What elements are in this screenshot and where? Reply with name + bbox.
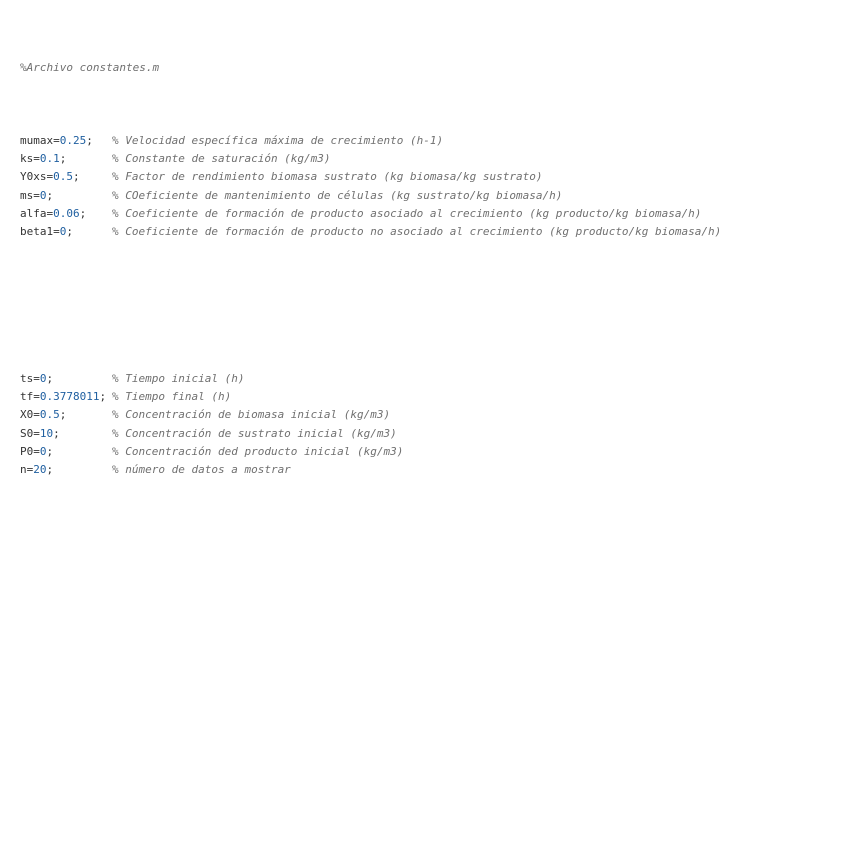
assignment-statement [20,406,66,424]
statement-terminator: ; [59,408,67,422]
variable-name: ms [20,188,34,202]
code-line-ts [20,370,830,388]
assign-operator: = [33,426,40,440]
statement-terminator: ; [59,152,67,166]
inline-comment: % Velocidad específica máxima de crecimiento (h-1) [112,133,444,147]
assign-operator: = [33,408,40,422]
code-line-S0 [20,425,830,443]
code-line-beta1 [20,223,830,241]
inline-comment: % Tiempo inicial (h) [112,371,245,385]
assignment-statement [20,205,86,223]
statement-terminator: ; [66,225,73,239]
assign-operator: = [53,225,60,239]
variable-name: alfa [20,206,47,220]
constants-block-kinetics [20,132,830,242]
variable-name: mumax [20,133,54,147]
assign-operator: = [26,463,34,477]
inline-comment: % Coeficiente de formación de producto no asociado al crecimiento (kg producto/kg biomasa/h) [112,225,722,239]
statement-terminator: ; [46,463,54,477]
variable-name: S0 [20,426,34,440]
numeric-value: 0.3778011 [39,389,100,403]
assignment-statement [20,461,53,479]
blank-line [20,296,830,314]
assign-operator: = [33,152,40,166]
statement-terminator: ; [46,188,54,202]
variable-name: n [20,463,27,477]
statement-terminator: ; [46,444,54,458]
variable-name: ts [20,371,34,385]
variable-name: tf [20,389,34,403]
header-comment: %Archivo constantes.m [20,60,160,74]
inline-comment: % número de datos a mostrar [112,463,291,477]
assign-operator: = [53,133,60,147]
assignment-statement [20,425,60,443]
variable-name: ks [20,152,34,166]
numeric-value: 10 [39,426,54,440]
variable-name: X0 [20,408,34,422]
assign-operator: = [33,389,40,403]
numeric-value: 0.1 [39,152,60,166]
assignment-statement [20,132,93,150]
assignment-statement [20,223,73,241]
numeric-value: 20 [33,463,47,477]
assignment-statement [20,370,53,388]
numeric-value: 0 [59,225,67,239]
code-line-tf [20,388,830,406]
variable-name: P0 [20,444,34,458]
assignment-statement [20,150,66,168]
inline-comment: % Coeficiente de formación de producto asociado al crecimiento (kg producto/kg biomasa/h) [112,206,702,220]
statement-terminator: ; [53,426,60,440]
inline-comment: % COeficiente de mantenimiento de células (kg sustrato/kg biomasa/h) [112,188,563,202]
numeric-value: 0 [39,188,47,202]
code-line-P0 [20,443,830,461]
numeric-value: 0.5 [53,170,73,184]
numeric-value: 0.06 [53,206,80,220]
assignment-statement [20,443,53,461]
statement-terminator: ; [46,371,54,385]
assign-operator: = [33,371,40,385]
statement-terminator: ; [79,206,87,220]
assignment-statement [20,187,53,205]
inline-comment: % Factor de rendimiento biomasa sustrato (kg biomasa/kg sustrato) [112,170,543,184]
assign-operator: = [46,206,54,220]
inline-comment: % Concentración de sustrato inicial (kg/m3) [112,426,397,440]
numeric-value: 0.25 [59,133,87,147]
code-line-ms [20,187,830,205]
code-line-mumax [20,132,830,150]
inline-comment: % Concentración ded producto inicial (kg/m3) [112,444,404,458]
code-line-Y0xs [20,168,830,186]
numeric-value: 0.5 [39,408,60,422]
assign-operator: = [33,444,40,458]
inline-comment: % Constante de saturación (kg/m3) [112,152,331,166]
code-line-X0 [20,406,830,424]
constants-block-initial-conditions [20,370,830,480]
assignment-statement [20,168,80,186]
code-line-alfa [20,205,830,223]
inline-comment: % Concentración de biomasa inicial (kg/m3) [112,408,391,422]
inline-comment: % Tiempo final (h) [112,389,232,403]
code-editor[interactable] [20,22,830,498]
statement-terminator: ; [73,170,80,184]
numeric-value: 0 [39,371,47,385]
assignment-statement [20,388,106,406]
code-line-ks [20,150,830,168]
variable-name: Y0xs [20,170,47,184]
assign-operator: = [46,170,54,184]
variable-name: beta1 [20,225,54,239]
numeric-value: 0 [39,444,47,458]
code-line-n [20,461,830,479]
assign-operator: = [33,188,40,202]
statement-terminator: ; [99,389,107,403]
statement-terminator: ; [86,133,93,147]
